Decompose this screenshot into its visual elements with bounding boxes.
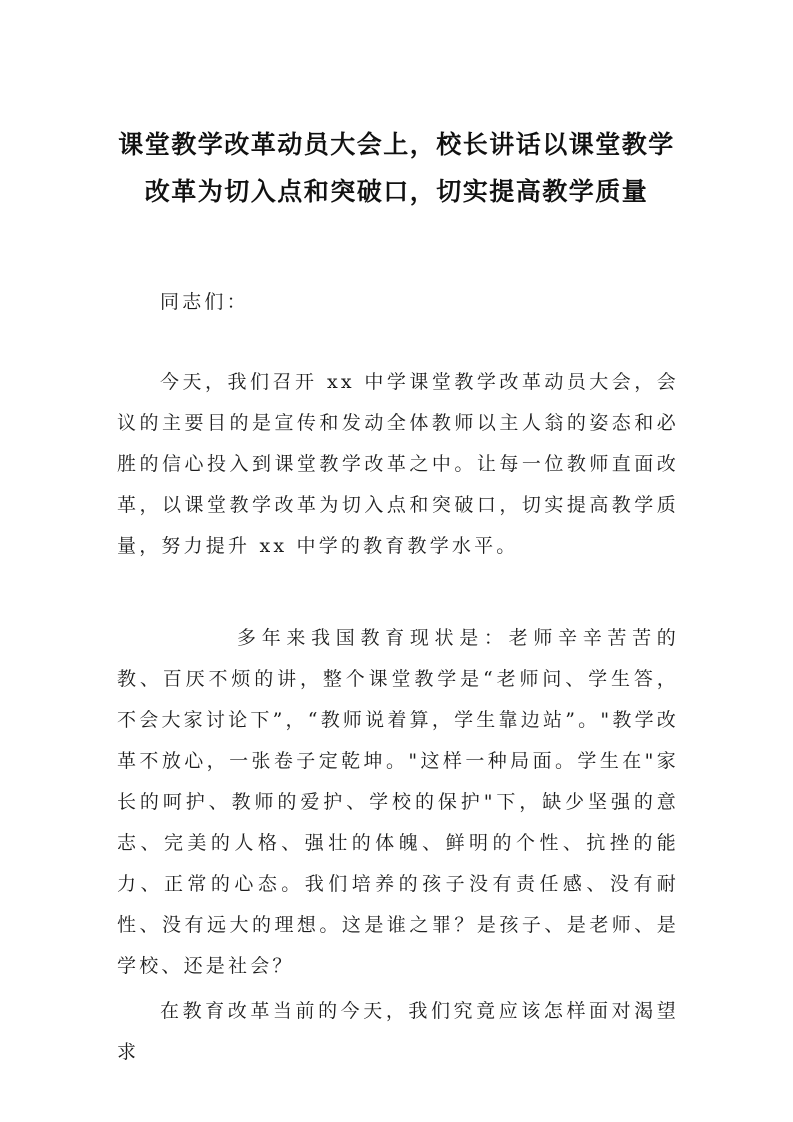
greeting: 同志们： xyxy=(160,291,249,313)
document-title xyxy=(100,121,693,215)
title-line-2: 改革为切入点和突破口，切实提高教学质量 xyxy=(144,177,649,206)
paragraph-2: 多年来我国教育现状是：老师辛辛苦苦的教、百厌不烦的讲，整个课堂教学是“老师问、学生答，不会大家讨论下”，“教师说着算，学生靠边站”。"教学改革不放心，一张卷子定乾坤。"这样一种局面。学生在"家长的呵护、教师的爱护、学校的保护"下，缺少坚强的意志、完美的人格、强壮的体魄、鲜明的个性、抗挫的能力、正常的心态。我们培养的孩子没有责任感、没有耐性、没有远大的理想。这是谁之罪？是孩子、是老师、是学校、还是社会？ xyxy=(117,627,679,977)
paragraph-1: 今天，我们召开 xx 中学课堂教学改革动员大会，会议的主要目的是宣传和发动全体教师以主人翁的姿态和必胜的信心投入到课堂教学改革之中。让每一位教师直面改革，以课堂教学改革为切入点和突破口，切实提高教学质量，努力提升 xx 中学的教育教学水平。 xyxy=(117,371,679,557)
title-line-1: 课堂教学改革动员大会上，校长讲话以课堂教学 xyxy=(118,130,675,159)
paragraph-3: 在教育改革当前的今天，我们究竟应该怎样面对渴望求 xyxy=(117,1000,679,1063)
